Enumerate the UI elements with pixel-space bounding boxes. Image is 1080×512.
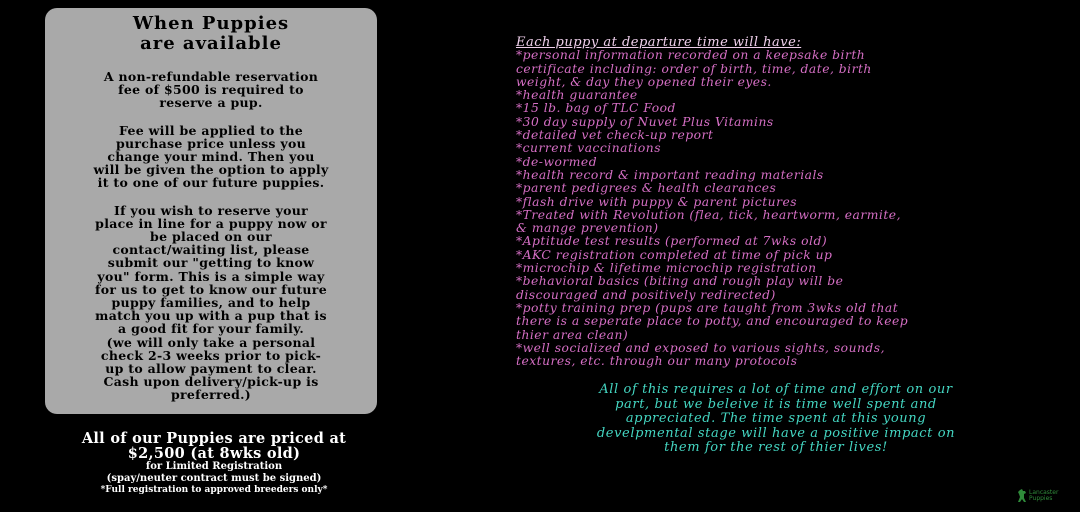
contract-note: (spay/neuter contract must be signed) [106,473,322,484]
price-heading: All of our Puppies are priced at [81,430,347,447]
reserve-place-paragraph [55,204,367,336]
text-line: (we will only take a personal [106,334,316,350]
departure-list-item: certificate including: order of birth, time, date, birth [516,61,872,76]
departure-list-item: *flash drive with puppy & parent pictures [516,194,798,209]
text-line: purchase price unless you [115,135,307,151]
text-line: submit our "getting to know [107,255,315,271]
departure-list-item: *personal information recorded on a keepsake birth [516,48,866,63]
box-title-line: When Puppies [132,13,290,34]
logo-line: Lancaster [1029,489,1059,496]
departure-list-item: *health guarantee [516,88,638,103]
departure-list [516,49,1036,368]
price-amount: $2,500 (at 8wks old) [127,445,301,462]
reservation-info-box [45,8,377,414]
puppy-silhouette-icon [1017,489,1027,503]
closing-line: appreciated. The time spent at this young [625,411,927,427]
closing-line: develpmental stage will have a positive impact on [596,425,956,441]
departure-list-item: *behavioral basics (biting and rough play will be [516,274,844,289]
text-line: up to allow payment to clear. [105,361,317,377]
text-line: will be given the option to apply [93,162,329,178]
price-info [45,431,383,496]
text-line: puppy families, and to help [111,295,311,311]
text-line: A non-refundable reservation [103,69,319,84]
text-line: place in line for a puppy now or [95,215,327,231]
departure-list-item: *well socialized and exposed to various sights, sounds, [516,340,886,355]
text-line: Cash upon delivery/pick-up is [103,374,319,390]
text-line: Fee will be applied to the [118,122,304,138]
text-line: reserve a pup. [159,95,263,111]
reservation-fee-paragraph [55,70,367,110]
departure-list-item: *AKC registration completed at time of pick up [516,247,833,262]
text-line: check 2-3 weeks prior to pick- [100,347,322,363]
departure-list-item: weight, & day they opened their eyes. [516,74,772,89]
departure-list-item: *current vaccinations [516,141,662,156]
closing-line: part, but we beleive it is time well spent and [615,396,937,412]
full-registration-note: *Full registration to approved breeders only* [100,485,328,495]
departure-list-item: *health record & important reading materials [516,167,824,182]
departure-list-item: discouraged and positively redirected) [516,287,776,302]
text-line: match you up with a pup that is [95,308,327,324]
departure-list-item: *Treated with Revolution (flea, tick, heartworm, earmite, [516,207,901,222]
departure-list-item: & mange prevention) [516,221,659,236]
departure-list-item: thier area clean) [516,327,629,342]
registration-type: for Limited Registration [145,461,283,472]
departure-list-item: *microchip & lifetime microchip registration [516,261,817,276]
logo-text [1029,490,1058,502]
departure-list-item: *de-wormed [516,154,598,169]
text-line: contact/waiting list, please [112,242,310,258]
payment-note-paragraph [55,336,367,402]
text-line: If you wish to reserve your [113,202,309,218]
box-title-line: are available [140,33,282,54]
departure-list-section [516,36,1036,368]
fee-applied-paragraph [55,124,367,190]
closing-statement [522,383,1030,456]
closing-line: All of this requires a lot of time and effort on our [599,382,953,397]
logo-line: Puppies [1029,495,1053,502]
departure-list-item: *Aptitude test results (performed at 7wks old) [516,234,828,249]
text-line: be placed on our [150,229,272,245]
closing-line: them for the rest of thier lives! [664,440,888,456]
lancaster-puppies-logo[interactable] [1017,488,1072,504]
departure-list-item: textures, etc. through our many protocols [516,354,798,369]
departure-list-item: *detailed vet check-up report [516,128,714,143]
departure-list-item: *30 day supply of Nuvet Plus Vitamins [516,114,774,129]
text-line: it to one of our future puppies. [97,175,325,191]
departure-list-item: *15 lb. bag of TLC Food [516,101,676,116]
text-line: fee of $500 is required to [118,82,304,98]
text-line: you" form. This is a simple way [97,268,325,284]
departure-list-item: *potty training prep (pups are taught from 3wks old that [516,300,899,315]
text-line: preferred.) [170,387,252,403]
box-title [55,14,367,54]
departure-list-heading: Each puppy at departure time will have: [516,35,802,50]
text-line: change your mind. Then you [107,149,315,165]
departure-list-item: *parent pedigrees & health clearances [516,181,777,196]
text-line: for us to get to know our future [95,281,327,297]
departure-list-item: there is a seperate place to potty, and encouraged to keep [516,314,909,329]
text-line: a good fit for your family. [118,321,304,337]
